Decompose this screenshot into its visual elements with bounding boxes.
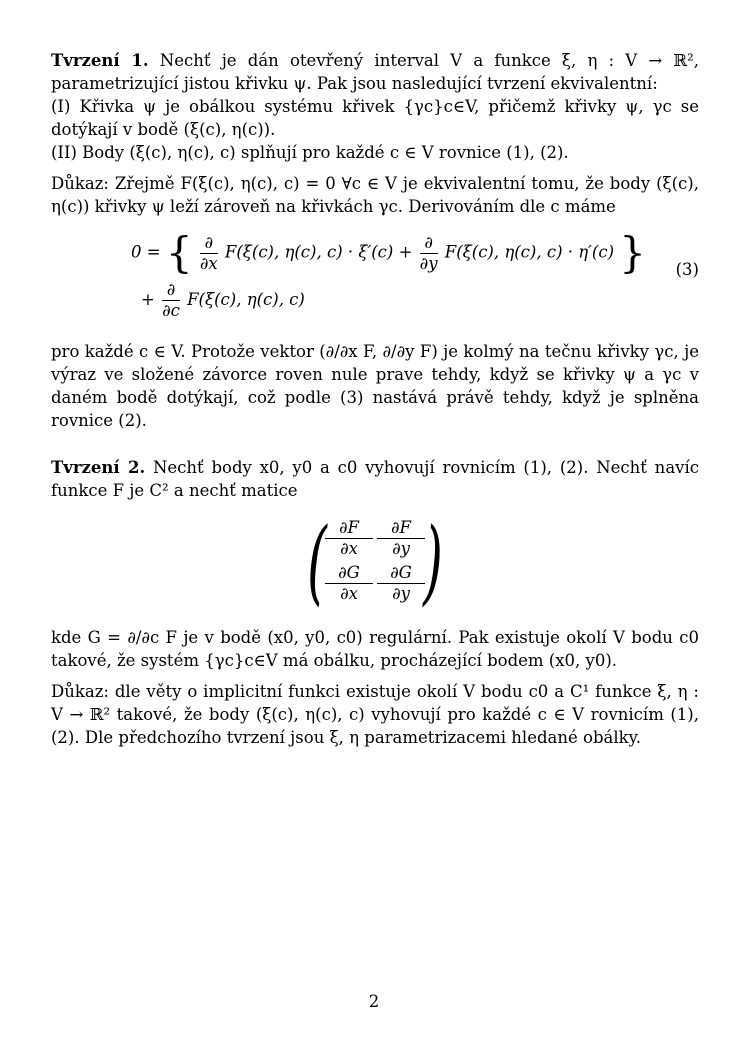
theorem-2-intro (51, 456, 699, 502)
theorem-1-item-1: (I) Křivka ψ je obálkou systému křivek {γc}c∈V, přičemž křivky ψ, γc se dotýkají v bodě (ξ(c), η(c)). (51, 97, 699, 139)
page-content (51, 49, 699, 749)
term-3: F(ξ(c), η(c), c) (187, 290, 305, 309)
left-paren: ( (307, 508, 327, 615)
matrix-cell-dF-dy: $\frac{\partial F}{\partial y}$ (377, 518, 425, 559)
plus-sign: + (141, 290, 155, 309)
page-number: 2 (368, 992, 380, 1011)
matrix-cell-dG-dy: $\frac{\partial G}{\partial y}$ (377, 563, 425, 604)
right-paren: ) (423, 508, 443, 615)
equation-number-3: (3) (675, 260, 699, 279)
theorem-1-label: Tvrzení 1. (51, 51, 149, 70)
proof-1-continuation: pro každé c ∈ V. Protože vektor (∂/∂x F, ∂/∂y F) je kolmý na tečnu křivky γc, je výraz ve složené závorce roven nule prave tehdy, když se křivky ψ a γc v daném bodě dotýkají, což podle (3) nastává právě tehdy, když je splněna rovnice (2). (51, 342, 699, 430)
proof-1-text: Důkaz: Zřejmě F(ξ(c), η(c), c) = 0 ∀c ∈ V je ekvivalentní tomu, že body (ξ(c), η(c)) křivky ψ leží zároveň na křivkách γc. Derivováním dle c máme (51, 174, 699, 216)
term-1: F(ξ(c), η(c), c) · ξ′(c) + (224, 242, 413, 262)
proof-2-text: Důkaz: dle věty o implicitní funkci existuje okolí V bodu c0 a C¹ funkce ξ, η : V → ℝ² takové, že body (ξ(c), η(c), c) vyhovují pro každé c ∈ V rovnicím (1), (2). Dle předchozího tvrzení jsou ξ, η parametrizacemi hledané obálky. (51, 682, 699, 747)
matrix-cell-dF-dx: $\frac{\partial F}{\partial x}$ (325, 518, 373, 559)
equation-3-line-1 (131, 228, 646, 277)
equation-lhs: 0 = (131, 242, 161, 262)
matrix-grid (323, 518, 427, 604)
equation-3-line-2 (141, 280, 305, 321)
equation-3 (51, 228, 699, 328)
theorem-1-intro (51, 49, 699, 95)
partial-x-fraction: $\frac{\partial}{\partial x}$ (199, 232, 218, 273)
theorem-2-continuation: kde G = ∂/∂c F je v bodě (x0, y0, c0) regulární. Pak existuje okolí V bodu c0 takové, že systém {γc}c∈V má obálku, procházející bodem (x0, y0). (51, 628, 699, 670)
theorem-1-item-2: (II) Body (ξ(c), η(c), c) splňují pro každé c ∈ V rovnice (1), (2). (51, 143, 569, 162)
partial-y-fraction: $\frac{\partial}{\partial y}$ (419, 232, 438, 273)
theorem-2-text: Nechť body x0, y0 a c0 vyhovují rovnicím (1), (2). Nechť navíc funkce F je C² a nechť matice (51, 458, 699, 500)
open-brace: { (165, 228, 193, 277)
term-2: F(ξ(c), η(c), c) · η′(c) (444, 242, 615, 262)
theorem-2-label: Tvrzení 2. (51, 458, 146, 477)
close-brace: } (619, 228, 646, 277)
theorem-1-text: Nechť je dán otevřený interval V a funkce ξ, η : V → ℝ², parametrizující jistou křivku ψ. Pak jsou nasledující tvrzení ekvivalentní: (51, 51, 699, 93)
partial-c-fraction: $\frac{\partial}{\partial c}$ (162, 280, 180, 320)
matrix-cell-dG-dx: $\frac{\partial G}{\partial x}$ (325, 563, 373, 604)
jacobian-matrix (307, 508, 443, 615)
